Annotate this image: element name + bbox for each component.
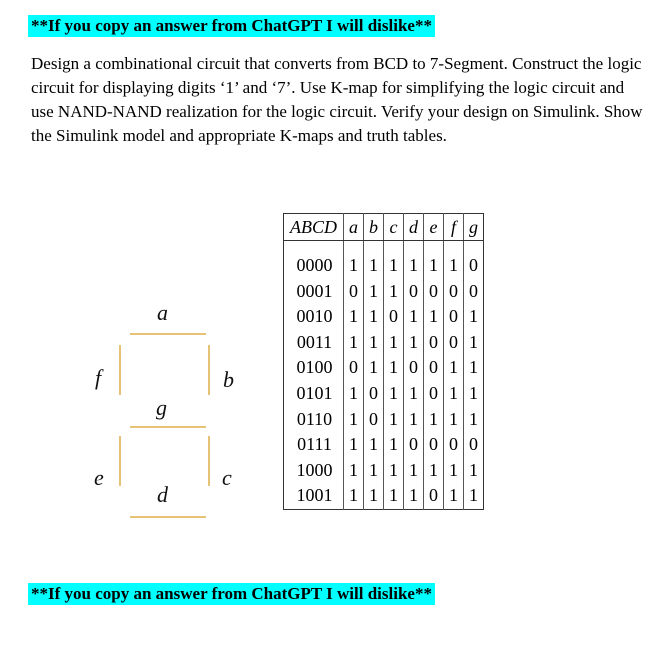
table-row xyxy=(284,407,484,433)
table-cell-output: 0 xyxy=(404,355,424,381)
table-cell-output: 1 xyxy=(364,304,384,330)
column-header-e: e xyxy=(424,214,444,241)
table-cell-output: 0 xyxy=(364,407,384,433)
table-cell-output: 1 xyxy=(464,304,484,330)
table-cell-output: 0 xyxy=(464,241,484,279)
table-cell-input: 0010 xyxy=(296,306,333,327)
table-cell-output: 1 xyxy=(344,330,364,356)
table-cell-input: 0100 xyxy=(296,357,333,378)
table-cell-output: 0 xyxy=(444,279,464,305)
table-cell-output: 1 xyxy=(444,355,464,381)
table-cell-output: 1 xyxy=(444,407,464,433)
table-cell-output: 0 xyxy=(404,432,424,458)
column-header-c: c xyxy=(384,214,404,241)
table-cell-output: 1 xyxy=(364,330,384,356)
table-cell-output: 1 xyxy=(364,279,384,305)
warning-banner-top: **If you copy an answer from ChatGPT I will dislike** xyxy=(28,15,435,37)
segment-b xyxy=(208,345,210,395)
table-cell-output: 1 xyxy=(384,241,404,279)
table-cell-input: 0101 xyxy=(296,382,333,403)
table-cell-output: 1 xyxy=(404,483,424,509)
table-cell-output: 1 xyxy=(344,304,364,330)
table-cell-output: 1 xyxy=(384,407,404,433)
table-cell-output: 1 xyxy=(464,330,484,356)
table-row xyxy=(284,432,484,458)
table-cell-output: 1 xyxy=(404,381,424,407)
table-cell-input: 1000 xyxy=(296,459,333,480)
segment-f xyxy=(119,345,121,395)
segment-e xyxy=(119,436,121,486)
column-header-g: g xyxy=(464,214,484,241)
table-cell-output: 1 xyxy=(444,458,464,484)
table-row xyxy=(284,330,484,356)
table-cell-output: 1 xyxy=(424,304,444,330)
table-cell-input: 0111 xyxy=(297,434,332,455)
table-cell-output: 0 xyxy=(444,330,464,356)
table-cell-output: 1 xyxy=(364,432,384,458)
table-cell-output: 0 xyxy=(464,279,484,305)
table-cell-output: 1 xyxy=(384,458,404,484)
table-cell-output: 1 xyxy=(364,483,384,509)
segment-label-d: d xyxy=(157,482,168,507)
table-cell-input: 1001 xyxy=(296,485,333,506)
table-row xyxy=(284,241,484,279)
table-cell-output: 1 xyxy=(464,407,484,433)
table-cell-output: 1 xyxy=(404,330,424,356)
table-cell-output: 0 xyxy=(444,304,464,330)
warning-banner-bottom: **If you copy an answer from ChatGPT I will dislike** xyxy=(28,583,435,605)
table-cell-output: 0 xyxy=(464,432,484,458)
table-row xyxy=(284,483,484,509)
table-cell-output: 1 xyxy=(344,432,364,458)
table-cell-output: 0 xyxy=(444,432,464,458)
segment-d xyxy=(130,516,206,518)
table-cell-output: 1 xyxy=(344,381,364,407)
table-cell-output: 1 xyxy=(344,407,364,433)
column-header-d: d xyxy=(404,214,424,241)
table-cell-output: 1 xyxy=(424,241,444,279)
segment-label-c: c xyxy=(222,465,232,490)
segment-label-e: e xyxy=(94,465,104,490)
table-cell-output: 1 xyxy=(444,483,464,509)
table-cell-output: 1 xyxy=(384,381,404,407)
table-cell-input: 0011 xyxy=(296,331,333,352)
table-cell-output: 1 xyxy=(384,483,404,509)
table-cell-output: 1 xyxy=(384,330,404,356)
table-cell-output: 1 xyxy=(424,407,444,433)
table-cell-output: 1 xyxy=(444,241,464,279)
table-row xyxy=(284,381,484,407)
table-cell-output: 1 xyxy=(364,241,384,279)
table-cell-output: 1 xyxy=(384,432,404,458)
table-cell-output: 0 xyxy=(424,355,444,381)
table-cell-output: 0 xyxy=(344,355,364,381)
table-cell-output: 0 xyxy=(404,279,424,305)
table-cell-output: 1 xyxy=(384,355,404,381)
table-cell-output: 1 xyxy=(364,355,384,381)
table-cell-output: 1 xyxy=(464,483,484,509)
truth-table-header-row xyxy=(284,214,484,241)
table-cell-output: 1 xyxy=(444,381,464,407)
table-cell-output: 1 xyxy=(404,241,424,279)
table-cell-output: 0 xyxy=(424,279,444,305)
table-cell-output: 1 xyxy=(424,458,444,484)
table-row xyxy=(284,355,484,381)
table-cell-input: 0000 xyxy=(296,255,333,275)
segment-label-g: g xyxy=(156,395,167,420)
column-header-a: a xyxy=(344,214,364,241)
table-cell-output: 0 xyxy=(424,483,444,509)
table-cell-output: 0 xyxy=(424,432,444,458)
segment-label-a: a xyxy=(157,300,168,325)
table-cell-output: 1 xyxy=(404,407,424,433)
table-cell-output: 1 xyxy=(404,304,424,330)
table-cell-output: 1 xyxy=(464,355,484,381)
segment-label-b: b xyxy=(223,367,234,392)
segment-a xyxy=(130,333,206,335)
truth-table-body xyxy=(284,241,484,510)
segment-g xyxy=(130,426,206,428)
column-header-f: f xyxy=(444,214,464,241)
table-cell-output: 1 xyxy=(384,279,404,305)
table-row xyxy=(284,279,484,305)
table-row xyxy=(284,458,484,484)
table-row xyxy=(284,304,484,330)
table-cell-output: 1 xyxy=(464,458,484,484)
table-cell-output: 0 xyxy=(424,330,444,356)
table-cell-output: 1 xyxy=(464,381,484,407)
column-header-b: b xyxy=(364,214,384,241)
table-cell-input: 0110 xyxy=(296,408,333,429)
segment-c xyxy=(208,436,210,486)
segment-label-f: f xyxy=(95,365,102,390)
table-cell-output: 1 xyxy=(344,458,364,484)
column-header-abcd: ABCD xyxy=(284,214,344,241)
table-cell-output: 0 xyxy=(364,381,384,407)
table-cell-output: 0 xyxy=(384,304,404,330)
table-cell-output: 1 xyxy=(344,483,364,509)
table-cell-output: 1 xyxy=(404,458,424,484)
table-cell-input: 0001 xyxy=(296,280,333,301)
truth-table xyxy=(283,213,484,510)
question-text: Design a combinational circuit that converts from BCD to 7-Segment. Construct the logic circuit for displaying digits ‘1’ and ‘7’. Use K-map for simplifying the logic circuit and use NAND-NAND realization for the logic circuit. Verify your design on Simulink. Show the Simulink model and appropriate K-maps and truth tables. xyxy=(31,54,643,145)
table-cell-output: 1 xyxy=(344,241,364,279)
table-cell-output: 1 xyxy=(364,458,384,484)
table-cell-output: 0 xyxy=(344,279,364,305)
table-cell-output: 0 xyxy=(424,381,444,407)
